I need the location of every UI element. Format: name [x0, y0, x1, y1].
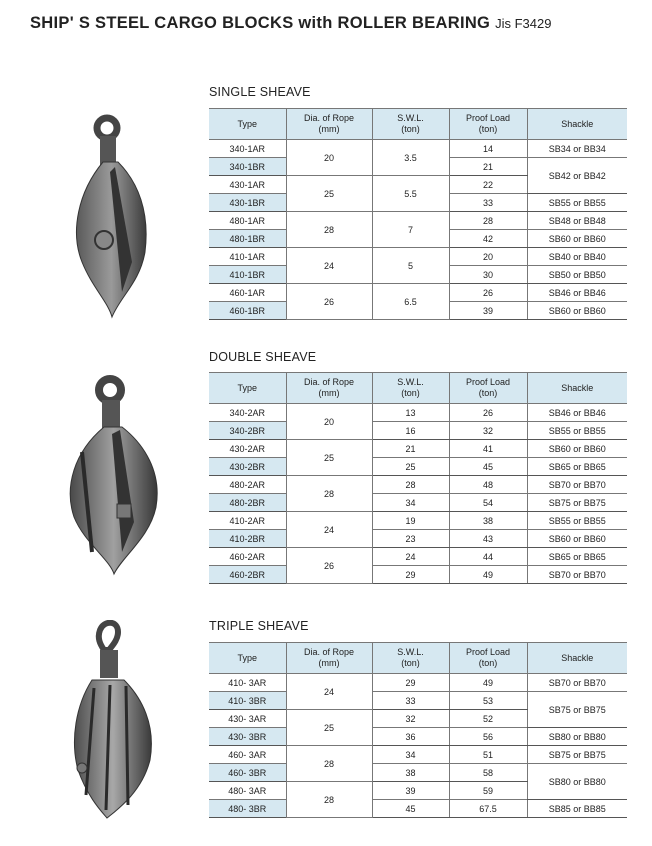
shackle-cell: SB75 or BB75 [527, 692, 627, 728]
swl-cell: 33 [372, 692, 449, 710]
shackle-cell: SB50 or BB50 [527, 266, 627, 284]
col-swl-header: S.W.L. (ton) [372, 373, 449, 404]
page-title-text: SHIP' S STEEL CARGO BLOCKS with ROLLER BEARING [30, 14, 491, 32]
proof-cell: 44 [449, 548, 527, 566]
col-proof-header: Proof Load (ton) [449, 643, 527, 674]
proof-cell: 67.5 [449, 800, 527, 818]
col-shackle-header: Shackle [527, 109, 627, 140]
type-cell: 460- 3AR [209, 746, 286, 764]
shackle-cell: SB48 or BB48 [527, 212, 627, 230]
proof-cell: 49 [449, 566, 527, 584]
swl-cell: 23 [372, 530, 449, 548]
proof-cell: 33 [449, 194, 527, 212]
shackle-cell: SB55 or BB55 [527, 422, 627, 440]
type-cell: 460- 3BR [209, 764, 286, 782]
swl-cell: 29 [372, 566, 449, 584]
dia-cell: 25 [286, 710, 372, 746]
col-proof-header: Proof Load (ton) [449, 109, 527, 140]
swl-cell: 28 [372, 476, 449, 494]
proof-cell: 48 [449, 476, 527, 494]
swl-cell: 39 [372, 782, 449, 800]
proof-cell: 39 [449, 302, 527, 320]
shackle-cell: SB60 or BB60 [527, 230, 627, 248]
type-cell: 340-1BR [209, 158, 286, 176]
dia-cell: 24 [286, 674, 372, 710]
double-sheave-title: DOUBLE SHEAVE [209, 350, 317, 364]
single-sheave-table [209, 108, 627, 320]
dia-cell: 28 [286, 476, 372, 512]
swl-cell: 32 [372, 710, 449, 728]
shackle-cell: SB65 or BB65 [527, 458, 627, 476]
proof-cell: 26 [449, 404, 527, 422]
col-dia-header: Dia. of Rope (mm) [286, 109, 372, 140]
single-sheave-block-image [70, 112, 165, 322]
proof-cell: 52 [449, 710, 527, 728]
dia-cell: 28 [286, 212, 372, 248]
type-cell: 410- 3AR [209, 674, 286, 692]
swl-cell: 34 [372, 494, 449, 512]
type-cell: 410-2AR [209, 512, 286, 530]
dia-cell: 25 [286, 440, 372, 476]
proof-cell: 49 [449, 674, 527, 692]
shackle-cell: SB40 or BB40 [527, 248, 627, 266]
swl-cell: 7 [372, 212, 449, 248]
type-cell: 480-2AR [209, 476, 286, 494]
col-swl-header: S.W.L. (ton) [372, 109, 449, 140]
proof-cell: 21 [449, 158, 527, 176]
proof-cell: 51 [449, 746, 527, 764]
proof-cell: 28 [449, 212, 527, 230]
col-shackle-header: Shackle [527, 643, 627, 674]
col-swl-header: S.W.L. (ton) [372, 643, 449, 674]
dia-cell: 26 [286, 284, 372, 320]
dia-cell: 25 [286, 176, 372, 212]
shackle-cell: SB70 or BB70 [527, 476, 627, 494]
dia-cell: 24 [286, 512, 372, 548]
proof-cell: 32 [449, 422, 527, 440]
swl-cell: 36 [372, 728, 449, 746]
swl-cell: 25 [372, 458, 449, 476]
proof-cell: 45 [449, 458, 527, 476]
col-proof-header: Proof Load (ton) [449, 373, 527, 404]
type-cell: 410-2BR [209, 530, 286, 548]
swl-cell: 34 [372, 746, 449, 764]
col-type-header: Type [209, 643, 286, 674]
type-cell: 430-1BR [209, 194, 286, 212]
proof-cell: 22 [449, 176, 527, 194]
shackle-cell: SB70 or BB70 [527, 674, 627, 692]
shackle-cell: SB80 or BB80 [527, 764, 627, 800]
shackle-cell: SB80 or BB80 [527, 728, 627, 746]
double-sheave-block-image [62, 372, 167, 577]
swl-cell: 38 [372, 764, 449, 782]
proof-cell: 58 [449, 764, 527, 782]
type-cell: 460-2AR [209, 548, 286, 566]
dia-cell: 28 [286, 782, 372, 818]
shackle-cell: SB46 or BB46 [527, 284, 627, 302]
type-cell: 410- 3BR [209, 692, 286, 710]
proof-cell: 41 [449, 440, 527, 458]
proof-cell: 54 [449, 494, 527, 512]
col-dia-header: Dia. of Rope (mm) [286, 643, 372, 674]
swl-cell: 16 [372, 422, 449, 440]
proof-cell: 59 [449, 782, 527, 800]
type-cell: 410-1AR [209, 248, 286, 266]
proof-cell: 38 [449, 512, 527, 530]
type-cell: 480- 3AR [209, 782, 286, 800]
shackle-cell: SB55 or BB55 [527, 194, 627, 212]
shackle-cell: SB42 or BB42 [527, 158, 627, 194]
type-cell: 480-1AR [209, 212, 286, 230]
type-cell: 430-2AR [209, 440, 286, 458]
jis-standard: Jis F3429 [495, 16, 552, 31]
proof-cell: 20 [449, 248, 527, 266]
double-sheave-table [209, 372, 627, 584]
proof-cell: 53 [449, 692, 527, 710]
dia-cell: 24 [286, 248, 372, 284]
type-cell: 340-1AR [209, 140, 286, 158]
page-title [30, 14, 551, 33]
swl-cell: 21 [372, 440, 449, 458]
swl-cell: 19 [372, 512, 449, 530]
swl-cell: 6.5 [372, 284, 449, 320]
shackle-cell: SB60 or BB60 [527, 302, 627, 320]
proof-cell: 56 [449, 728, 527, 746]
type-cell: 460-2BR [209, 566, 286, 584]
type-cell: 460-1AR [209, 284, 286, 302]
proof-cell: 42 [449, 230, 527, 248]
triple-sheave-title: TRIPLE SHEAVE [209, 619, 309, 633]
shackle-cell: SB85 or BB85 [527, 800, 627, 818]
type-cell: 430-2BR [209, 458, 286, 476]
shackle-cell: SB34 or BB34 [527, 140, 627, 158]
type-cell: 480-2BR [209, 494, 286, 512]
swl-cell: 24 [372, 548, 449, 566]
swl-cell: 45 [372, 800, 449, 818]
swl-cell: 29 [372, 674, 449, 692]
shackle-cell: SB55 or BB55 [527, 512, 627, 530]
type-cell: 430-1AR [209, 176, 286, 194]
type-cell: 480-1BR [209, 230, 286, 248]
swl-cell: 5 [372, 248, 449, 284]
triple-sheave-block-image [62, 620, 167, 820]
proof-cell: 30 [449, 266, 527, 284]
shackle-cell: SB75 or BB75 [527, 746, 627, 764]
shackle-cell: SB60 or BB60 [527, 530, 627, 548]
type-cell: 430- 3AR [209, 710, 286, 728]
col-type-header: Type [209, 109, 286, 140]
type-cell: 340-2BR [209, 422, 286, 440]
dia-cell: 26 [286, 548, 372, 584]
type-cell: 410-1BR [209, 266, 286, 284]
single-sheave-title: SINGLE SHEAVE [209, 85, 311, 99]
swl-cell: 5.5 [372, 176, 449, 212]
shackle-cell: SB75 or BB75 [527, 494, 627, 512]
proof-cell: 14 [449, 140, 527, 158]
swl-cell: 13 [372, 404, 449, 422]
col-shackle-header: Shackle [527, 373, 627, 404]
type-cell: 340-2AR [209, 404, 286, 422]
proof-cell: 26 [449, 284, 527, 302]
swl-cell: 3.5 [372, 140, 449, 176]
triple-sheave-table [209, 642, 627, 818]
shackle-cell: SB70 or BB70 [527, 566, 627, 584]
dia-cell: 20 [286, 140, 372, 176]
dia-cell: 20 [286, 404, 372, 440]
shackle-cell: SB46 or BB46 [527, 404, 627, 422]
col-dia-header: Dia. of Rope (mm) [286, 373, 372, 404]
shackle-cell: SB65 or BB65 [527, 548, 627, 566]
type-cell: 480- 3BR [209, 800, 286, 818]
col-type-header: Type [209, 373, 286, 404]
dia-cell: 28 [286, 746, 372, 782]
type-cell: 430- 3BR [209, 728, 286, 746]
type-cell: 460-1BR [209, 302, 286, 320]
shackle-cell: SB60 or BB60 [527, 440, 627, 458]
proof-cell: 43 [449, 530, 527, 548]
